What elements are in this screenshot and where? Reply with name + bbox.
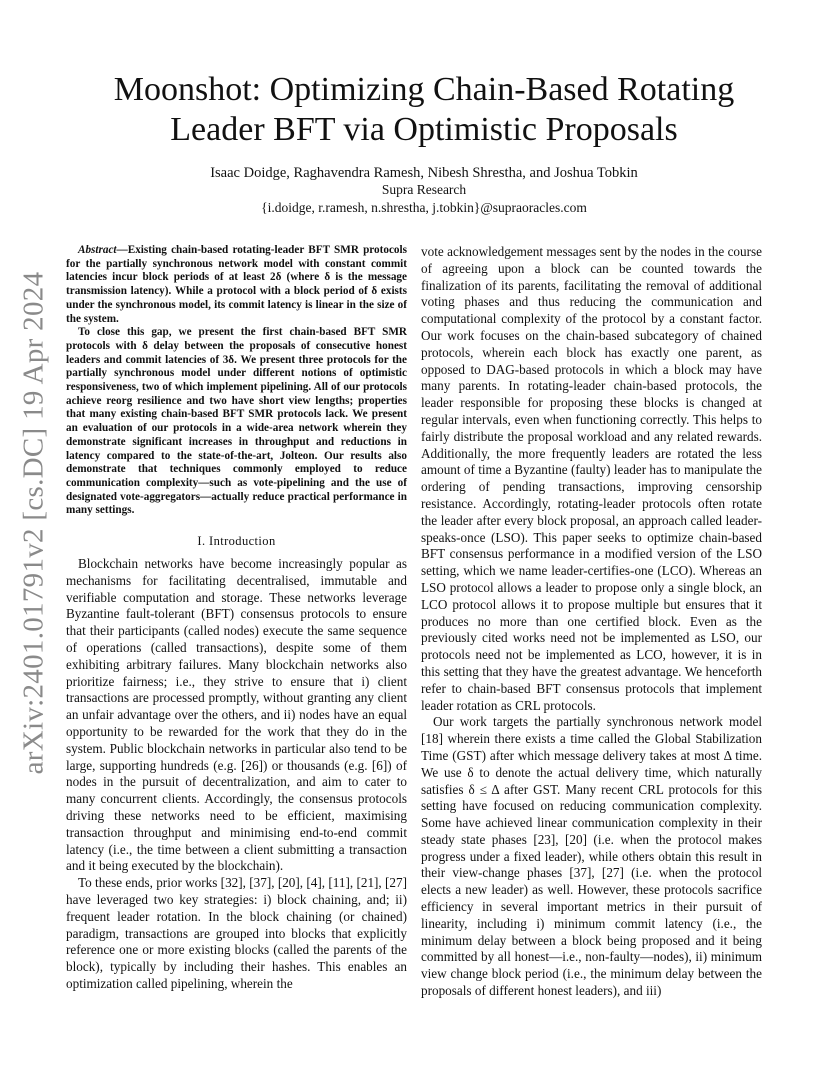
section-heading-introduction: I. Introduction bbox=[197, 534, 276, 549]
author-emails: {i.doidge, r.ramesh, n.shrestha, j.tobkin}@supraoracles.com bbox=[261, 200, 587, 215]
abstract-text-1: —Existing chain-based rotating-leader BFT SMR protocols for the partially synchronous network model with constant commit latencies incur block periods of at least 2δ (where δ is the message transmission latency). While a protocol with a block period of δ exists under the synchronous model, its commit latency is linear in the size of the system. bbox=[66, 244, 407, 325]
body-paragraph: To these ends, prior works [32], [37], [20], [4], [11], [21], [27] have leveraged two key strategies: i) block chaining, and; ii) frequent leader rotation. In the block chaining (or chained) paradigm, transactions are grouped into blocks that explicitly reference one or more existing blocks (called the parents of the block), typically by including their hashes. This enables an optimization called pipelining, wherein the bbox=[66, 875, 407, 991]
affiliation: Supra Research bbox=[381, 182, 467, 197]
arxiv-identifier bbox=[16, 271, 52, 775]
author-list: Isaac Doidge, Raghavendra Ramesh, Nibesh Shrestha, and Joshua Tobkin bbox=[210, 165, 638, 181]
paper-title bbox=[60, 70, 788, 150]
abstract bbox=[66, 244, 407, 518]
body-paragraph: Blockchain networks have become increasingly popular as mechanisms for facilitating decentralised, immutable and verifiable computation and storage. These networks leverage Byzantine fault-tolerant (BFT) consensus protocols to ensure that their participants (called nodes) execute the same sequence of operations (called transactions), despite some of them exhibiting arbitrary failures. Many blockchain networks also prioritize fairness; i.e., they strive to ensure that i) client transactions are processed promptly, without granting any client an unfair advantage over the others, and ii) nodes have an equal opportunity to be rewarded for the work that they do in the system. Public blockchain networks in particular also tend to be large, supporting hundreds (e.g. [26]) or thousands (e.g. [6]) of nodes in the pursuit of decentralization, and aim to cater to many concurrent clients. Accordingly, the consensus protocols driving these networks need to be efficient, maximising transaction throughput and minimising end-to-end commit latency (i.e., the time between a client submitting a transaction and it being executed by the blockchain). bbox=[66, 556, 407, 874]
arxiv-identifier-text: arXiv:2401.01791v2 [cs.DC] 19 Apr 2024 bbox=[17, 271, 50, 775]
right-column bbox=[421, 244, 762, 1000]
abstract-label: Abstract bbox=[78, 244, 117, 256]
introduction-right-text bbox=[421, 244, 762, 1000]
abstract-paragraph-2: To close this gap, we present the first chain-based BFT SMR protocols with δ delay between the proposals of consecutive honest leaders and commit latencies of 3δ. We present three protocols for the partially synchronous model under different notions of optimistic responsiveness, two of which implement pipelining. All of our protocols achieve reorg resilience and two have short view lengths; properties that many existing chain-based BFT SMR protocols lack. We present an evaluation of our protocols in a wide-area network wherein they demonstrate significant increases in throughput and reductions in latency compared to the state-of-the-art, Jolteon. Our results also demonstrate that techniques commonly employed to reduce communication complexity—such as vote-pipelining and the use of designated vote-aggregators—actually reduce practical performance in many settings. bbox=[66, 326, 407, 517]
title-line-1: Moonshot: Optimizing Chain-Based Rotating bbox=[113, 71, 735, 108]
abstract-paragraph-1 bbox=[66, 244, 407, 326]
left-column bbox=[66, 244, 407, 993]
introduction-left-text bbox=[66, 556, 407, 993]
title-line-2: Leader BFT via Optimistic Proposals bbox=[170, 111, 678, 148]
body-paragraph: vote acknowledgement messages sent by the nodes in the course of agreeing upon a block can be counted towards the finalization of its parents, facilitating the removal of additional voting phases and thus reducing the communication and computational complexity of the protocol by a constant factor. Our work focuses on the chain-based subcategory of chained protocols, wherein each block has exactly one parent, as opposed to DAG-based protocols in which a block may have many parents. In rotating-leader chain-based protocols, the leader responsible for proposing these blocks is changed at regular intervals, even when functioning correctly. This helps to fairly distribute the proposal workload and any related rewards. Additionally, the more frequently leaders are rotated the less amount of time a Byzantine (faulty) leader has to manipulate the ordering of pending transactions, improving censorship resistance. Accordingly, rotating-leader protocols often rotate the leader after every block proposal, an approach called leader-speaks-once (LSO). This paper seeks to optimize chain-based BFT consensus performance in a modified version of the LSO setting, which we name leader-certifies-one (LCO). Whereas an LSO protocol allows a leader to propose only a single block, an LCO protocol allows it to propose multiple but ensures that it produces no more than one certified block. Even as the previously cited works need not be implemented as LSO, our protocols need not be implemented as LCO, however, it is in this setting that they have the greatest advantage. We henceforth refer to chain-based BFT consensus protocols that implement leader rotation as CRL protocols. bbox=[421, 244, 762, 713]
body-paragraph: Our work targets the partially synchronous network model [18] wherein there exists a time called the Global Stabilization Time (GST) after which message delivery takes at most Δ time. We use δ to denote the actual delivery time, which naturally satisfies δ ≤ Δ after GST. Many recent CRL protocols for this setting have focused on reducing communication complexity. Some have achieved linear communication complexity in their steady state phases [23], [20] (i.e. when the protocol makes progress under a fixed leader), while others obtain this result in their view-change phases [37], [27] (i.e. when the protocol elects a new leader) as well. However, these protocols sacrifice efficiency in several important metrics in their pursuit of linearity, including i) minimum commit latency (i.e., the minimum delay between a block being proposed and it being committed by all honest—i.e., non-faulty—nodes), ii) minimum view change block period (i.e., the minimum delay between the proposals of different honest leaders), and iii) bbox=[421, 714, 762, 999]
